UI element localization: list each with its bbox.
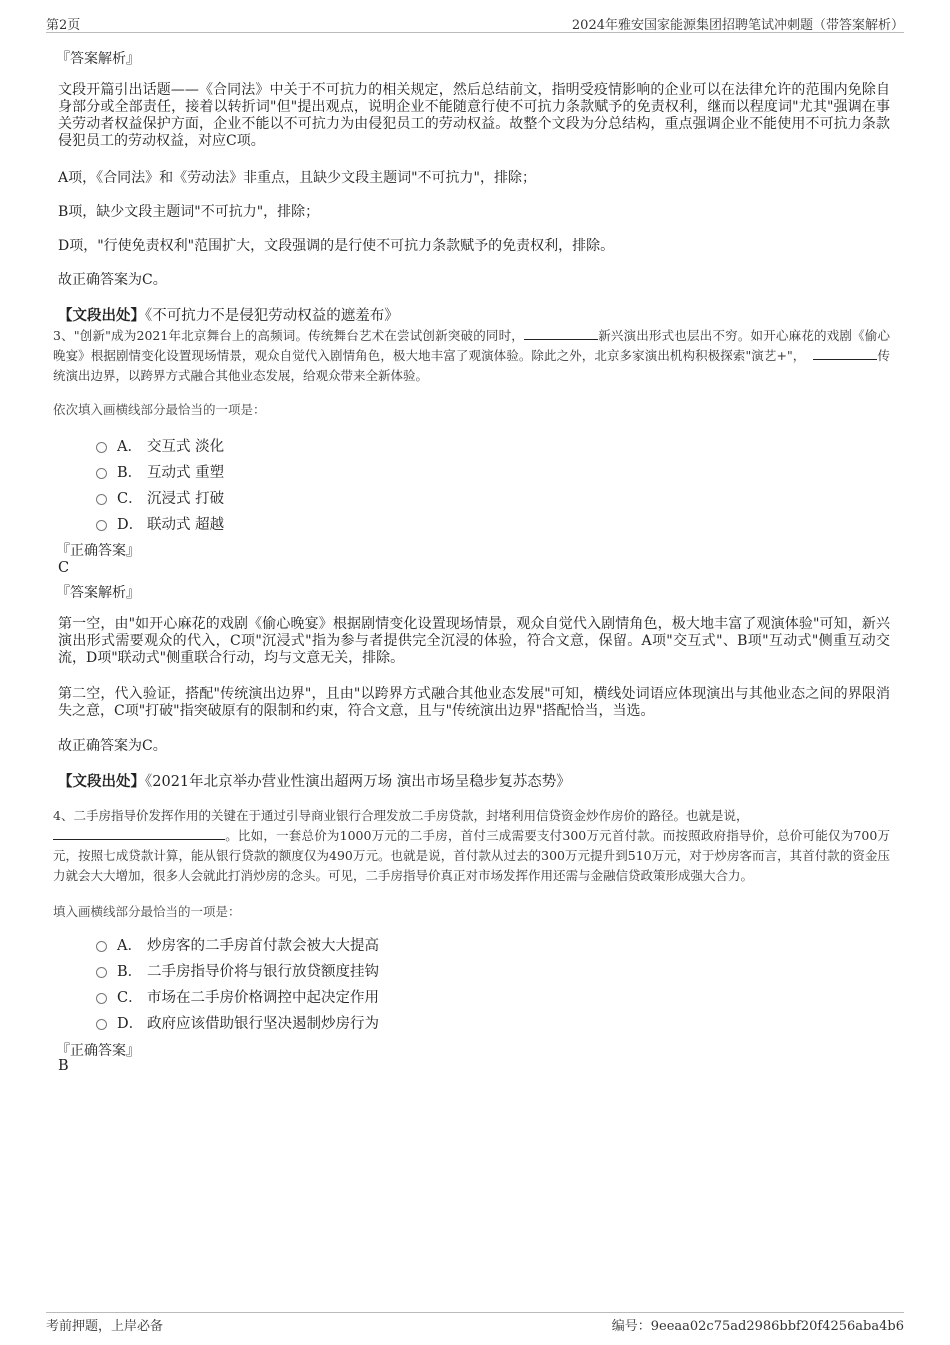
stem-part-1: 3、"创新"成为2021年北京舞台上的高频词。传统舞台艺术在尝试创新突破的同时， <box>53 328 524 343</box>
analysis-label: 『答案解析』 <box>56 585 140 601</box>
option-text: 炒房客的二手房首付款会被大大提高 <box>147 937 379 954</box>
correct-answer: C <box>58 560 70 576</box>
analysis-option-d: D项，"行使免责权利"范围扩大，文段强调的是行使不可抗力条款赋予的免责权利，排除。 <box>58 238 615 254</box>
option-text: 联动式 超越 <box>147 516 225 533</box>
source-line <box>58 304 890 325</box>
option-b[interactable] <box>96 461 224 481</box>
document-code <box>612 1315 904 1334</box>
correct-answer: B <box>58 1058 69 1074</box>
radio-icon[interactable] <box>96 941 107 952</box>
option-letter: A． <box>117 937 142 954</box>
option-a[interactable] <box>96 435 224 455</box>
answer-conclusion: 故正确答案为C。 <box>58 738 167 754</box>
option-text: 互动式 重塑 <box>147 464 225 481</box>
option-letter: D． <box>117 1015 144 1032</box>
radio-icon[interactable] <box>96 967 107 978</box>
page-header <box>46 12 904 33</box>
source-title: 《不可抗力不是侵犯劳动权益的遮羞布》 <box>145 308 399 324</box>
radio-icon[interactable] <box>96 442 107 453</box>
answer-conclusion: 故正确答案为C。 <box>58 272 167 288</box>
option-b[interactable] <box>96 960 379 980</box>
option-text: 政府应该借助银行坚决遏制炒房行为 <box>147 1015 379 1032</box>
source-tag: 【文段出处】 <box>58 307 145 324</box>
option-text: 沉浸式 打破 <box>147 490 225 507</box>
option-letter: D． <box>117 516 144 533</box>
question-prompt: 依次填入画横线部分最恰当的一项是： <box>53 402 266 417</box>
blank-line <box>813 347 877 360</box>
option-text: 二手房指导价将与银行放贷额度挂钩 <box>147 963 379 980</box>
stem-part-3: 传统演出边界，以跨界方式融合其他业态发展，给观众带来全新体验。 <box>53 348 890 383</box>
blank-line <box>53 827 225 840</box>
analysis-label: 『答案解析』 <box>56 51 140 67</box>
footer-slogan: 考前押题，上岸必备 <box>46 1319 164 1334</box>
source-title: 《2021年北京举办营业性演出超两万场 演出市场呈稳步复苏态势》 <box>145 774 571 790</box>
analysis-paragraph-1: 第一空，由"如开心麻花的戏剧《偷心晚宴》根据剧情变化设置现场情景，观众自觉代入剧情角色，极大地丰富了观演体验"可知，新兴演出形式需要观众的代入，C项"沉浸式"指为参与者提供完全沉浸的体验，符合文意，保留。A项"交互式"、B项"互动式"侧重互动交流，D项"联动式"侧重联合行动，均与文意无关，排除。 <box>58 616 890 666</box>
option-c[interactable] <box>96 986 379 1006</box>
option-letter: B． <box>117 963 143 980</box>
option-d[interactable] <box>96 1012 379 1032</box>
option-text: 市场在二手房价格调控中起决定作用 <box>147 989 379 1006</box>
question-4-stem <box>53 806 890 886</box>
correct-answer-label: 『正确答案』 <box>56 1043 140 1059</box>
code-value: 9eeaa02c75ad2986bbf20f4256aba4b6 <box>650 1319 904 1334</box>
blank-line <box>524 327 598 340</box>
document-title: 2024年雅安国家能源集团招聘笔试冲刺题（带答案解析） <box>571 18 904 33</box>
stem-part-2: 新兴演出形式也层出不穷。如开心麻花的戏剧《偷心晚宴》根据剧情变化设置现场情景，观众自觉代入剧情角色，极大地丰富了观演体验。除此之外，北京多家演出机构积极探索"演艺+"， <box>53 328 890 363</box>
analysis-option-b: B项，缺少文段主题词"不可抗力"，排除； <box>58 204 320 220</box>
question-prompt: 填入画横线部分最恰当的一项是： <box>53 904 241 919</box>
option-letter: B． <box>117 464 143 481</box>
analysis-paragraph-2: 第二空，代入验证，搭配"传统演出边界"，且由"以跨界方式融合其他业态发展"可知，横线处词语应体现演出与其他业态之间的界限消失之意，C项"打破"指突破原有的限制和约束，符合文意，且与"传统演出边界"搭配恰当，当选。 <box>58 686 890 719</box>
option-d[interactable] <box>96 513 224 533</box>
option-a[interactable] <box>96 934 379 954</box>
option-letter: C． <box>117 490 143 507</box>
correct-answer-label: 『正确答案』 <box>56 543 140 559</box>
source-tag: 【文段出处】 <box>58 773 145 790</box>
analysis-paragraph: 文段开篇引出话题——《合同法》中关于不可抗力的相关规定，然后总结前文，指明受疫情影响的企业可以在法律允许的范围内免除自身部分或全部责任，接着以转折词"但"提出观点，说明企业不能随意行使不可抗力条款赋予的免责权利，继而以程度词"尤其"强调在事关劳动者权益保护方面，企业不能以不可抗力为由侵犯员工的劳动权益。故整个文段为分总结构，重点强调企业不能使用不可抗力条款侵犯员工的劳动权益，对应C项。 <box>58 82 890 149</box>
stem-part-2: 。比如，一套总价为1000万元的二手房，首付三成需要支付300万元首付款。而按照政府指导价，总价可能仅为700万元，按照七成贷款计算，能从银行贷款的额度仅为490万元。也就是说，首付款从过去的300万元提升到510万元，对于炒房客而言，其首付款的资金压力就会大大增加，很多人会就此打消炒房的念头。可见，二手房指导价真正对市场发挥作用还需与金融信贷政策形成强大合力。 <box>53 828 890 883</box>
question-3-stem <box>53 326 890 386</box>
radio-icon[interactable] <box>96 468 107 479</box>
option-letter: A． <box>117 438 142 455</box>
page-footer <box>46 1312 904 1335</box>
analysis-option-a: A项，《合同法》和《劳动法》非重点，且缺少文段主题词"不可抗力"，排除； <box>58 170 536 186</box>
radio-icon[interactable] <box>96 520 107 531</box>
option-text: 交互式 淡化 <box>147 438 225 455</box>
code-label: 编号： <box>611 1319 651 1334</box>
radio-icon[interactable] <box>96 993 107 1004</box>
source-line <box>58 770 890 791</box>
radio-icon[interactable] <box>96 494 107 505</box>
stem-part-1: 4、二手房指导价发挥作用的关键在于通过引导商业银行合理发放二手房贷款，封堵利用信贷资金炒作房价的路径。也就是说， <box>53 808 749 823</box>
radio-icon[interactable] <box>96 1019 107 1030</box>
option-letter: C． <box>117 989 143 1006</box>
option-c[interactable] <box>96 487 224 507</box>
page-number: 第2页 <box>46 18 81 33</box>
